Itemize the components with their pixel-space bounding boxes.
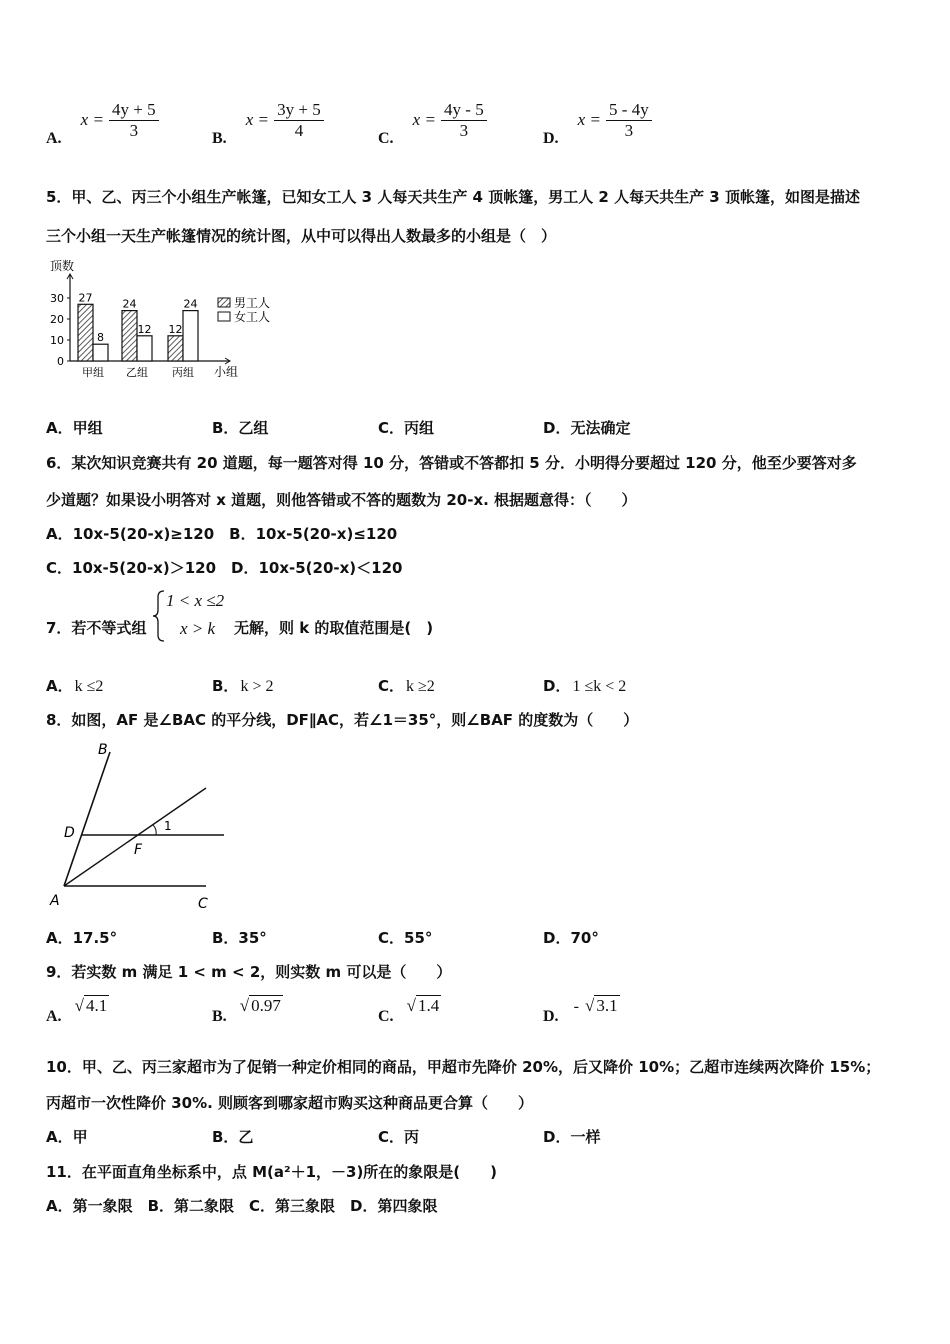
y-tick-label: 0 [57,355,64,368]
q9-option-d: D. - √ 3.1 [543,996,618,1025]
q6-line2: 少道题？如果设小明答对 x 道题，则他答错或不答的题数为 20-x. 根据题意得：（ ） [46,491,637,509]
q4-option-a: A. x = $\frac{4y + 5}{3}$ [46,100,159,141]
q9-option-b: B. √ 0.97 [212,996,281,1025]
fraction: $\frac{3y + 5}{4}$ [274,100,324,141]
q4-option-d: D. x = $\frac{5 - 4y}{3}$ [543,100,652,141]
q8-option-c: C．55° [378,929,433,947]
bar-value-label: 12 [168,322,183,336]
bar-value-label: 27 [78,291,93,305]
q5-option-b: B．乙组 [212,419,269,437]
y-axis-label: 顶数 [50,259,75,273]
q8-option-a: A．17.5° [46,929,118,947]
q7-option-c: C． k ≥2 [378,677,435,695]
bar-value-label: 24 [183,297,198,311]
point-b-label: B [98,742,108,758]
q8-geometry-figure [44,738,234,913]
q10-option-a: A．甲 [46,1128,88,1146]
sqrt-symbol: √ 1.4 [406,996,440,1015]
line-ab [64,752,110,886]
q5-bar-chart [44,256,294,386]
q9-stem: 9．若实数 m 满足 1 < m < 2，则实数 m 可以是（ ） [46,963,452,981]
y-tick-label: 30 [50,292,64,305]
q10-line1: 10．甲、乙、丙三家超市为了促销一种定价相同的商品，甲超市先降价 20%，后又降价 10%；乙超市连续两次降价 15%； [46,1058,881,1076]
q5-option-d: D．无法确定 [543,419,631,437]
bar-female-1 [93,344,108,361]
point-f-label: F [134,842,143,858]
sqrt-symbol: √ 0.97 [239,996,281,1015]
point-c-label: C [198,896,208,912]
q7-suffix: 无解，则 k 的取值范围是( ) [234,619,434,637]
legend-swatch-male [218,298,230,307]
q7-option-a: A． k ≤2 [46,677,104,695]
fraction: $\frac{5 - 4y}{3}$ [606,100,652,141]
sqrt-symbol: √ 4.1 [74,996,108,1015]
bar-value-label: 12 [137,322,152,336]
q10-line2: 丙超市一次性降价 30%. 则顾客到哪家超市购买这种商品更合算（ ） [46,1094,534,1112]
q9-option-a: A. √ 4.1 [46,996,108,1025]
q6-options-ab: A．10x-5(20-x)≥120 B．10x-5(20-x)≤120 [46,525,398,543]
y-tick-label: 10 [50,334,64,347]
fraction: $\frac{4y + 5}{3}$ [109,100,159,141]
q5-option-c: C．丙组 [378,419,435,437]
bar-female-3 [183,311,198,361]
q4-option-c: C. x = $\frac{4y - 5}{3}$ [378,100,487,141]
q7-system-line2: x > k [180,619,216,638]
q6-line1: 6．某次知识竞赛共有 20 道题，每一题答对得 10 分，答错或不答都扣 5 分．小明得分要超过 120 分，他至少要答对多 [46,454,857,472]
bar-male-3 [168,336,183,361]
x-tick-label: 甲组 [82,366,104,379]
q9-option-c: C. √ 1.4 [378,996,440,1025]
q10-option-b: B．乙 [212,1128,254,1146]
q5-line1: 5．甲、乙、丙三个小组生产帐篷，已知女工人 3 人每天共生产 4 顶帐篷，男工人 2 人每天共生产 3 顶帐篷，如图是描述 [46,188,860,206]
q10-option-d: D．一样 [543,1128,601,1146]
q8-option-b: B．35° [212,929,267,947]
q11-stem: 11．在平面直角坐标系中，点 M(a²＋1，－3)所在的象限是( ) [46,1163,498,1181]
sqrt-symbol: √ 3.1 [584,996,618,1015]
fraction: $\frac{4y - 5}{3}$ [441,100,487,141]
bar-male-1 [78,304,93,361]
x-tick-label: 丙组 [172,366,194,379]
q7-option-b: B． k > 2 [212,677,274,695]
q11-options: A．第一象限 B．第二象限 C．第三象限 D．第四象限 [46,1197,438,1215]
legend-swatch-female [218,312,230,321]
point-a-label: A [50,893,60,909]
q8-option-d: D．70° [543,929,599,947]
q10-option-c: C．丙 [378,1128,420,1146]
q8-stem: 8．如图，AF 是∠BAC 的平分线，DF∥AC，若∠1＝35°，则∠BAF 的度数为（ ） [46,711,639,729]
angle-1-label: 1 [164,819,172,833]
x-axis-label: 小组 [214,365,239,379]
q4-option-b: B. x = $\frac{3y + 5}{4}$ [212,100,324,141]
q6-options-cd: C．10x-5(20-x)＞120 D．10x-5(20-x)＜120 [46,559,403,577]
legend-label-male: 男工人 [234,296,271,310]
bar-female-2 [137,336,152,361]
bar-value-label: 24 [122,297,137,311]
q5-option-a: A．甲组 [46,419,103,437]
ray-af [64,788,206,886]
q7-prefix: 7．若不等式组 [46,619,147,637]
bar-male-2 [122,311,137,361]
legend-label-female: 女工人 [234,310,271,324]
bar-value-label: 8 [97,331,104,345]
q5-line2: 三个小组一天生产帐篷情况的统计图，从中可以得出人数最多的小组是（ ） [46,227,557,245]
brace-icon [152,589,166,643]
x-tick-label: 乙组 [126,366,148,379]
q7-option-d: D． 1 ≤k < 2 [543,677,627,695]
point-d-label: D [64,825,75,841]
q7-system-line1: 1 < x ≤2 [166,591,225,610]
y-tick-label: 20 [50,313,64,326]
